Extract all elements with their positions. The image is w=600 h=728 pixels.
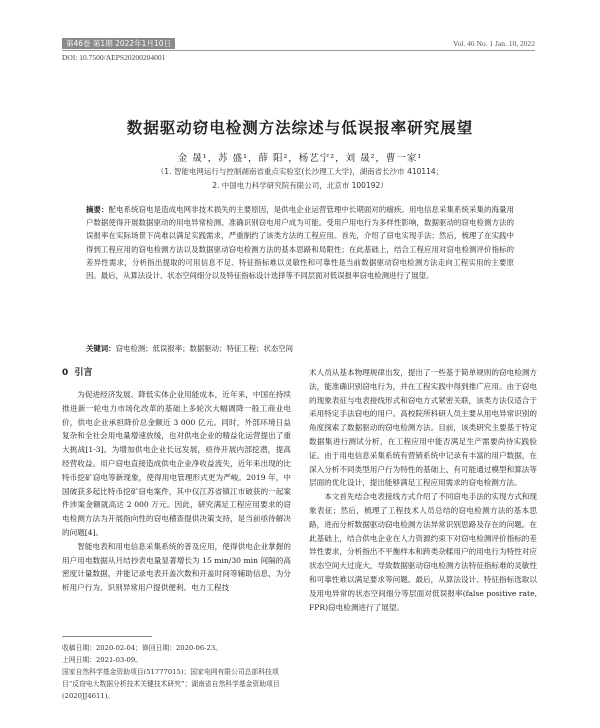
running-header xyxy=(62,38,535,50)
abstract xyxy=(86,203,514,282)
right-paragraph-2: 本文首先结合电表接线方式介绍了不同窃电手法的实现方式和现象表征；然后，梳理了工程技术人员总结的窃电检测方法的基本思路，进而分析数据驱动窃电检测方法异常识别思路及存在的问题。在此基础上，结合供电企业在人力资源约束下对窃电检测评价指标的差异性要求，分析指出不平衡样本和跨类杂糅用户的用电行为特性对应状态空间大过庞大，导致数据驱动窃电检测方法特征指标难的灵敏性和可靠性难以满足要求等问题。最后，从算法设计、特征指标选取以及用电异常的状态空间细分等层面对低误报率(false positive rate, FPR)窃电检测进行了展望。 xyxy=(309,492,537,612)
footnote-funding: 国家自然科学基金资助项目(51777015)；国家电网有限公司总部科技项目“反窃电大数据分析技术关键技术研究”；湖南省自然科学基金资助项目(2020JJ4611)。 xyxy=(62,668,280,700)
section-number: 0 xyxy=(62,368,69,378)
doi: DOI: 10.7500/AEPS20200204001 xyxy=(62,53,166,62)
affiliation-1: （1. 智能电网运行与控制湖南省重点实验室(长沙理工大学)，湖南省长沙市 410114； xyxy=(156,167,444,176)
keywords xyxy=(86,343,514,355)
abstract-label: 摘要： xyxy=(86,205,109,214)
left-paragraph-2: 智能电表和用电信息采集系统的普及应用，使得供电企业掌握的用户用电数据从月结抄表电量显著增长为 15 min/30 min 间隔的高密度计量数据，并能记录电表开盖次数和开盖时间等辅助信息，为分析用户行为、识别异常用户提供便利。电力工程技 xyxy=(62,541,291,593)
footnote-rule xyxy=(62,636,152,637)
keywords-text: 窃电检测；低误报率；数据驱动；特征工程；状态空间 xyxy=(115,344,293,353)
right-paragraph-1: 术人员从基本物理规律出发，提出了一些基于简单规则的窃电检测方法，能准确识别窃电行为，并在工程实践中得到推广应用。由于窃电的现象表征与电表接线形式和窃电方式紧密关联，该类方法仅适合于采用特定手法窃电的用户。高校院所科研人员主要从用电异常识别的角度探索了数据驱动的窃电检测方法。目前，该类研究主要基于特定数据集进行测试分析，在工程应用中能否满足生产需要尚待实践验证。由于用电信息采集系统有营销系统中记录有丰富的用户数据，在深入分析不同类型用户行为特性的基础上，有可能通过模型和算法等层面的优化设计，提出能够满足工程应用需求的窃电检测方法。 xyxy=(309,368,537,488)
author-list: 金 晟¹，苏 盛¹，薛 阳²，杨艺宁²，刘 晟²，曹一家¹ xyxy=(177,153,423,164)
footnote-received: 收稿日期：2020-02-04；修回日期：2020-06-23。 xyxy=(62,644,222,652)
abstract-text: 配电系统窃电是造成电网非技术损失的主要原因，是供电企业运营管理中长期面对的痼疾。用电信息采集系统采集的海量用户数据使得开展数据驱动的用电异常检测、准确识别窃电用户成为可能。受用户用电行为多样性影响，数据驱动的窃电检测方法的误报率在实际场景下尚难以满足实践需求，严重制约了该类方法的工程应用。首先，介绍了窃电实现手法；然后，梳理了在实践中得到工程应用的窃电检测方法以及数据驱动窃电检测方法的基本思路和局限性；在此基础上，结合工程应用对窃电检测评价指标的差异性需求，分析指出提取的可用信息不足、特征指标难以灵敏性和可靠性是当前数据驱动窃电检测方法走向工程实用的主要原因。最后，从算法设计、状态空间细分以及特征指标设计选择等不同层面对低误报率窃电检测进行了展望。 xyxy=(86,205,514,281)
left-paragraph-1: 为促进经济发展、降低实体企业用能成本，近年来，中国在持续推进新一轮电力市场化改革的基础上多轮次大幅调降一般工商业电价，供电企业承担降价总金额近 3 000 亿元。同时，外部环境日益复杂和全社会用电量增速放缓，也对供电企业的精益化运营提出了重大挑战[1-3]。为增加供电企业长远发展，亟待开展内部挖潜，提高经营收益。用户窃电直接造成供电企业净收益流失，近年来出现的比特币挖矿窃电等新现象，使得用电管理形式更为严峻。2019 年，中国破获多起比特币挖矿窃电案件，其中仅江苏省镇江市破获的一起案件涉案金额就高达 2 000 万元。因此，研究满足工程应用要求的窃电检测方法为开展指向性的窃电稽查提供决策支持，是当前亟待解决的问题[4]。 xyxy=(62,390,291,537)
volume-en: Vol. 46 No. 1 Jan. 10, 2022 xyxy=(453,39,535,48)
header-rule xyxy=(62,50,535,51)
left-column xyxy=(62,366,291,595)
volume-cn: 第46卷 第1期 2022年1月10日 xyxy=(62,38,175,49)
right-column xyxy=(309,366,537,614)
section-heading xyxy=(62,366,291,380)
keywords-label: 关键词： xyxy=(86,344,116,353)
footnote-online: 上网日期：2021-03-09。 xyxy=(62,656,142,664)
footnotes xyxy=(62,642,291,702)
section-title: 引言 xyxy=(74,368,93,378)
affiliation-2: 2. 中国电力科学研究院有限公司，北京市 100192） xyxy=(212,181,388,190)
paper-title: 数据驱动窃电检测方法综述与低误报率研究展望 xyxy=(126,119,474,137)
